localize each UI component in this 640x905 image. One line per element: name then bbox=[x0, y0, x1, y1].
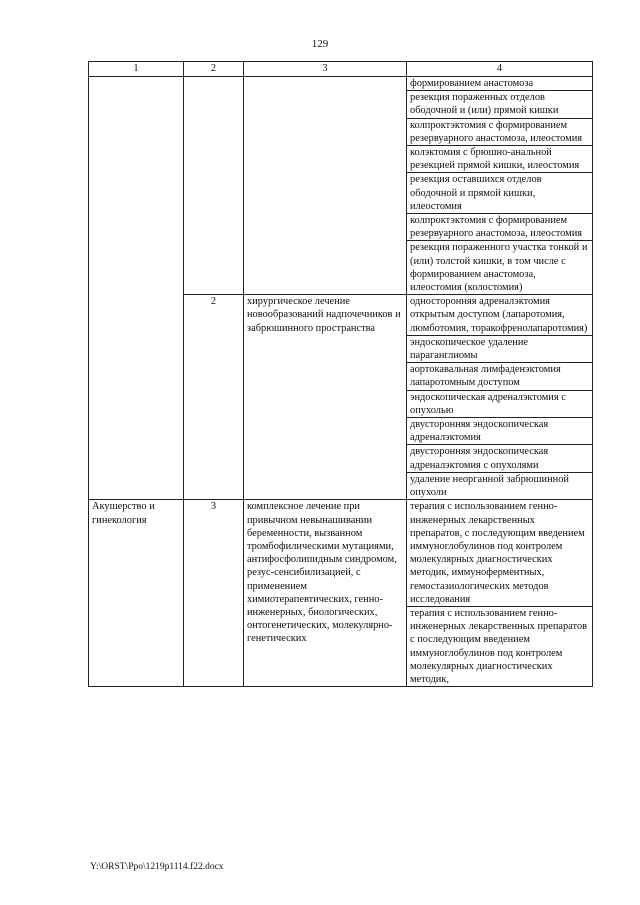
method-item: двусторонняя эндоскопическая адреналэктомия bbox=[407, 417, 592, 444]
page-number: 129 bbox=[311, 38, 329, 50]
group-number-cell: 3 bbox=[184, 500, 244, 687]
table-row bbox=[89, 500, 593, 687]
method-item: колэктомия с брюшно-анальной резекцией прямой кишки, илеостомия bbox=[407, 145, 592, 172]
method-item: резекция оставшихся отделов ободочной и прямой кишки, илеостомия bbox=[407, 172, 592, 213]
methods-cell bbox=[407, 295, 593, 500]
header-col-2: 2 bbox=[184, 62, 244, 77]
group-number-cell: 2 bbox=[184, 295, 244, 500]
table-row bbox=[89, 77, 593, 295]
profile-cell bbox=[89, 295, 184, 500]
group-number-cell bbox=[184, 77, 244, 295]
method-item: терапия с использованием генно-инженерных лекарственных препаратов с последующим введением иммуноглобулинов под контролем молекулярных диагностических методик, bbox=[407, 606, 592, 686]
header-col-3: 3 bbox=[244, 62, 407, 77]
header-col-4: 4 bbox=[407, 62, 593, 77]
description-cell bbox=[244, 77, 407, 295]
method-item: аортокавальная лимфаденэктомия лапаротомным доступом bbox=[407, 362, 592, 389]
method-item: резекция пораженного участка тонкой и (или) толстой кишки, в том числе с формированием анастомоза, илеостомия (колостомия) bbox=[407, 240, 592, 294]
file-path-footer: Y:\ORST\Ppo\1219p1114.f22.docx bbox=[90, 862, 224, 872]
methods-cell bbox=[407, 77, 593, 295]
profile-cell: Акушерство и гинекология bbox=[89, 500, 184, 687]
description-cell: хирургическое лечение новообразований надпочечников и забрюшинного пространства bbox=[244, 295, 407, 500]
method-item: колпроктэктомия с формированием резервуарного анастомоза, илеостомия bbox=[407, 118, 592, 145]
methods-cell bbox=[407, 500, 593, 687]
header-col-1: 1 bbox=[89, 62, 184, 77]
method-item: удаление неорганной забрюшинной опухоли bbox=[407, 472, 592, 499]
table-row bbox=[89, 295, 593, 500]
method-item: эндоскопическая адреналэктомия с опухолью bbox=[407, 390, 592, 417]
header-row bbox=[89, 62, 593, 77]
description-cell: комплексное лечение при привычном невынашивании беременности, вызванном тромбофилическими мутациями, антифосфолипидным синдромом, резус-сенсибилизацией, с применением химиотерапевтических, генно-инженерных, биологических, онтогенетических, молекулярно-генетических bbox=[244, 500, 407, 687]
method-item: односторонняя адреналэктомия открытым доступом (лапаротомия, люмботомия, торакофренолапаротомия) bbox=[410, 296, 588, 334]
method-item: резекция пораженных отделов ободочной и (или) прямой кишки bbox=[407, 90, 592, 117]
procedures-table bbox=[88, 61, 593, 687]
method-item: эндоскопическое удаление параганглиомы bbox=[407, 335, 592, 362]
profile-cell bbox=[89, 77, 184, 295]
method-item: колпроктэктомия с формированием резервуарного анастомоза, илеостомия bbox=[407, 213, 592, 240]
method-item: двусторонняя эндоскопическая адреналэктомия с опухолями bbox=[407, 444, 592, 471]
method-item: формированием анастомоза bbox=[410, 78, 534, 89]
method-item: терапия с использованием генно-инженерных лекарственных препаратов, с последующим введением иммуноглобулинов под контролем молекулярных диагностических методик, иммуноферментных, гемостазиологических методов исследования bbox=[410, 501, 585, 605]
